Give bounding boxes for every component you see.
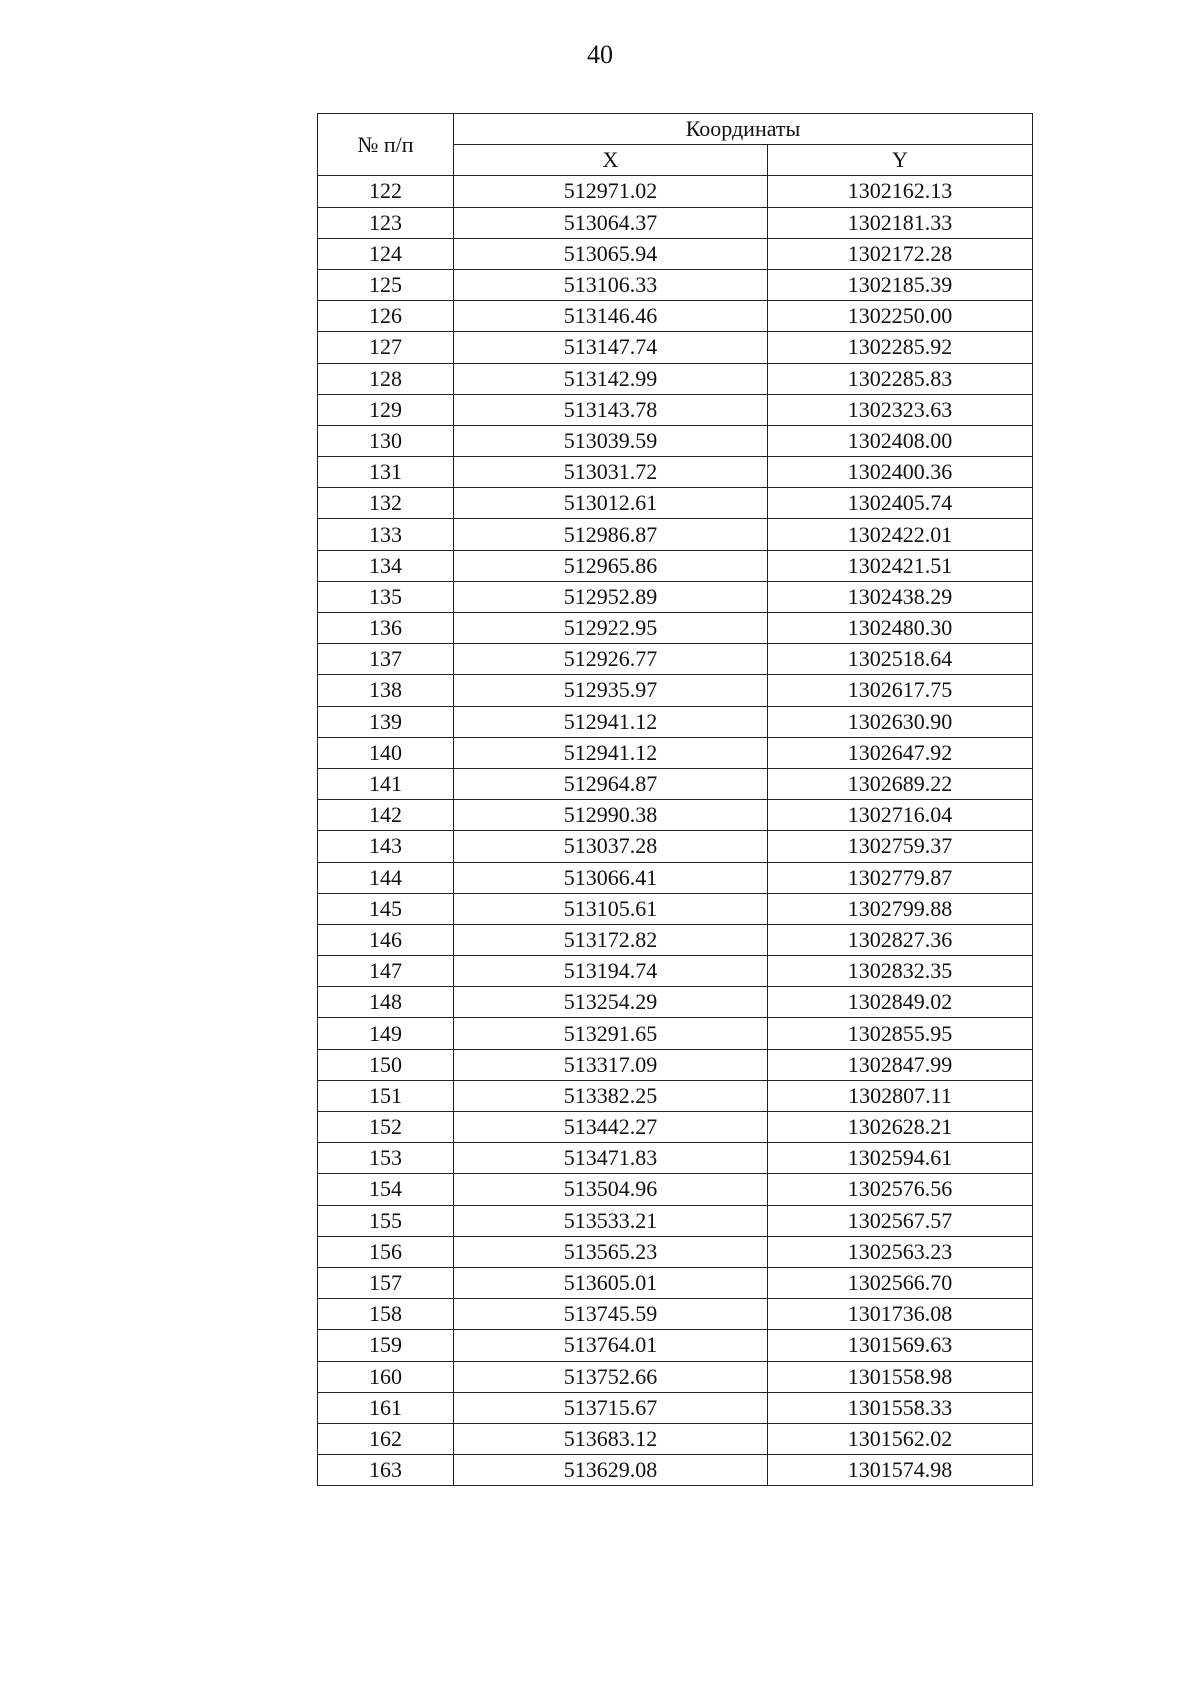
cell-point-number: 149 [318,1018,454,1049]
cell-y: 1302181.33 [768,207,1033,238]
table-row [318,1080,1033,1111]
cell-x: 513533.21 [454,1205,768,1236]
cell-point-number: 139 [318,706,454,737]
cell-point-number: 156 [318,1236,454,1267]
cell-x: 513146.46 [454,301,768,332]
table-row [318,269,1033,300]
cell-y: 1302438.29 [768,581,1033,612]
coordinates-table [317,113,1033,1486]
cell-x: 513715.67 [454,1392,768,1423]
cell-y: 1302779.87 [768,862,1033,893]
cell-x: 512952.89 [454,581,768,612]
table-row [318,675,1033,706]
cell-y: 1302576.56 [768,1174,1033,1205]
cell-point-number: 127 [318,332,454,363]
table-row [318,613,1033,644]
cell-y: 1302628.21 [768,1112,1033,1143]
cell-point-number: 130 [318,425,454,456]
cell-point-number: 162 [318,1423,454,1454]
cell-y: 1302250.00 [768,301,1033,332]
cell-x: 512922.95 [454,613,768,644]
cell-point-number: 129 [318,394,454,425]
cell-x: 512971.02 [454,176,768,207]
cell-x: 513064.37 [454,207,768,238]
cell-x: 513105.61 [454,893,768,924]
cell-point-number: 122 [318,176,454,207]
cell-x: 512926.77 [454,644,768,675]
cell-point-number: 128 [318,363,454,394]
cell-x: 512986.87 [454,519,768,550]
cell-point-number: 155 [318,1205,454,1236]
cell-point-number: 137 [318,644,454,675]
cell-x: 513194.74 [454,956,768,987]
cell-x: 513172.82 [454,924,768,955]
cell-x: 513031.72 [454,457,768,488]
table-row [318,1423,1033,1454]
cell-x: 513143.78 [454,394,768,425]
page-number: 40 [587,40,613,69]
table-row [318,1299,1033,1330]
cell-x: 513382.25 [454,1080,768,1111]
cell-y: 1302421.51 [768,550,1033,581]
cell-y: 1302185.39 [768,269,1033,300]
table-row [318,1049,1033,1080]
cell-point-number: 148 [318,987,454,1018]
cell-y: 1302566.70 [768,1267,1033,1298]
cell-y: 1302647.92 [768,737,1033,768]
cell-point-number: 147 [318,956,454,987]
cell-y: 1302716.04 [768,800,1033,831]
cell-x: 513745.59 [454,1299,768,1330]
cell-x: 513764.01 [454,1330,768,1361]
cell-y: 1302567.57 [768,1205,1033,1236]
cell-y: 1302594.61 [768,1143,1033,1174]
table-row [318,862,1033,893]
cell-y: 1302422.01 [768,519,1033,550]
cell-y: 1302630.90 [768,706,1033,737]
table-row [318,1455,1033,1486]
cell-y: 1302759.37 [768,831,1033,862]
table-row [318,987,1033,1018]
table-row [318,1018,1033,1049]
cell-y: 1302849.02 [768,987,1033,1018]
cell-point-number: 158 [318,1299,454,1330]
cell-point-number: 161 [318,1392,454,1423]
table-row [318,1330,1033,1361]
cell-point-number: 153 [318,1143,454,1174]
cell-point-number: 159 [318,1330,454,1361]
cell-y: 1301558.98 [768,1361,1033,1392]
cell-x: 512965.86 [454,550,768,581]
cell-x: 512964.87 [454,768,768,799]
header-coordinates: Координаты [454,114,1033,145]
cell-point-number: 131 [318,457,454,488]
table-row [318,831,1033,862]
cell-x: 513565.23 [454,1236,768,1267]
table-row [318,800,1033,831]
table-row [318,893,1033,924]
table-row [318,332,1033,363]
table-row [318,1205,1033,1236]
cell-y: 1302480.30 [768,613,1033,644]
cell-y: 1302563.23 [768,1236,1033,1267]
cell-point-number: 143 [318,831,454,862]
cell-point-number: 138 [318,675,454,706]
cell-x: 513629.08 [454,1455,768,1486]
cell-x: 513254.29 [454,987,768,1018]
cell-y: 1302172.28 [768,238,1033,269]
cell-x: 513471.83 [454,1143,768,1174]
cell-y: 1302285.92 [768,332,1033,363]
cell-y: 1302855.95 [768,1018,1033,1049]
cell-y: 1302689.22 [768,768,1033,799]
cell-y: 1302827.36 [768,924,1033,955]
cell-y: 1302799.88 [768,893,1033,924]
table-row [318,488,1033,519]
cell-x: 513039.59 [454,425,768,456]
cell-point-number: 134 [318,550,454,581]
cell-y: 1302518.64 [768,644,1033,675]
cell-x: 513317.09 [454,1049,768,1080]
cell-x: 513442.27 [454,1112,768,1143]
table-row [318,363,1033,394]
cell-point-number: 150 [318,1049,454,1080]
cell-y: 1302285.83 [768,363,1033,394]
cell-point-number: 124 [318,238,454,269]
table-row [318,706,1033,737]
table-row [318,238,1033,269]
table-row [318,581,1033,612]
header-point-number: № п/п [318,114,454,176]
cell-point-number: 151 [318,1080,454,1111]
table-row [318,425,1033,456]
cell-y: 1301736.08 [768,1299,1033,1330]
cell-x: 512990.38 [454,800,768,831]
cell-y: 1302405.74 [768,488,1033,519]
table-row [318,644,1033,675]
cell-y: 1302832.35 [768,956,1033,987]
table-row [318,768,1033,799]
cell-point-number: 163 [318,1455,454,1486]
cell-point-number: 125 [318,269,454,300]
table-row [318,1392,1033,1423]
cell-point-number: 133 [318,519,454,550]
table-row [318,956,1033,987]
cell-x: 513066.41 [454,862,768,893]
cell-x: 513012.61 [454,488,768,519]
cell-x: 513683.12 [454,1423,768,1454]
cell-y: 1302400.36 [768,457,1033,488]
header-y: Y [768,145,1033,176]
table-row [318,207,1033,238]
cell-x: 513504.96 [454,1174,768,1205]
cell-x: 513752.66 [454,1361,768,1392]
cell-point-number: 136 [318,613,454,644]
cell-point-number: 145 [318,893,454,924]
table-row [318,457,1033,488]
table-row [318,1267,1033,1298]
cell-x: 513291.65 [454,1018,768,1049]
cell-point-number: 157 [318,1267,454,1298]
cell-y: 1302847.99 [768,1049,1033,1080]
cell-x: 513065.94 [454,238,768,269]
cell-point-number: 141 [318,768,454,799]
table-row [318,519,1033,550]
cell-x: 513605.01 [454,1267,768,1298]
table-row [318,301,1033,332]
table-body [318,176,1033,1486]
table-row [318,394,1033,425]
table-row [318,1143,1033,1174]
cell-y: 1301569.63 [768,1330,1033,1361]
cell-y: 1302617.75 [768,675,1033,706]
table-row [318,1112,1033,1143]
cell-point-number: 144 [318,862,454,893]
cell-x: 513106.33 [454,269,768,300]
table-row [318,1361,1033,1392]
cell-point-number: 140 [318,737,454,768]
cell-point-number: 126 [318,301,454,332]
cell-x: 513142.99 [454,363,768,394]
cell-point-number: 152 [318,1112,454,1143]
cell-x: 512941.12 [454,737,768,768]
cell-point-number: 135 [318,581,454,612]
cell-y: 1301562.02 [768,1423,1033,1454]
cell-point-number: 142 [318,800,454,831]
cell-y: 1302408.00 [768,425,1033,456]
cell-x: 513147.74 [454,332,768,363]
table-row [318,924,1033,955]
table-row [318,737,1033,768]
cell-point-number: 146 [318,924,454,955]
cell-x: 512935.97 [454,675,768,706]
cell-y: 1302323.63 [768,394,1033,425]
cell-x: 513037.28 [454,831,768,862]
cell-y: 1302807.11 [768,1080,1033,1111]
table-row [318,1236,1033,1267]
cell-point-number: 160 [318,1361,454,1392]
table-row [318,176,1033,207]
table-header [318,114,1033,176]
cell-point-number: 123 [318,207,454,238]
cell-y: 1301574.98 [768,1455,1033,1486]
table-row [318,1174,1033,1205]
cell-point-number: 132 [318,488,454,519]
cell-point-number: 154 [318,1174,454,1205]
cell-y: 1301558.33 [768,1392,1033,1423]
cell-y: 1302162.13 [768,176,1033,207]
table-row [318,550,1033,581]
header-x: X [454,145,768,176]
cell-x: 512941.12 [454,706,768,737]
